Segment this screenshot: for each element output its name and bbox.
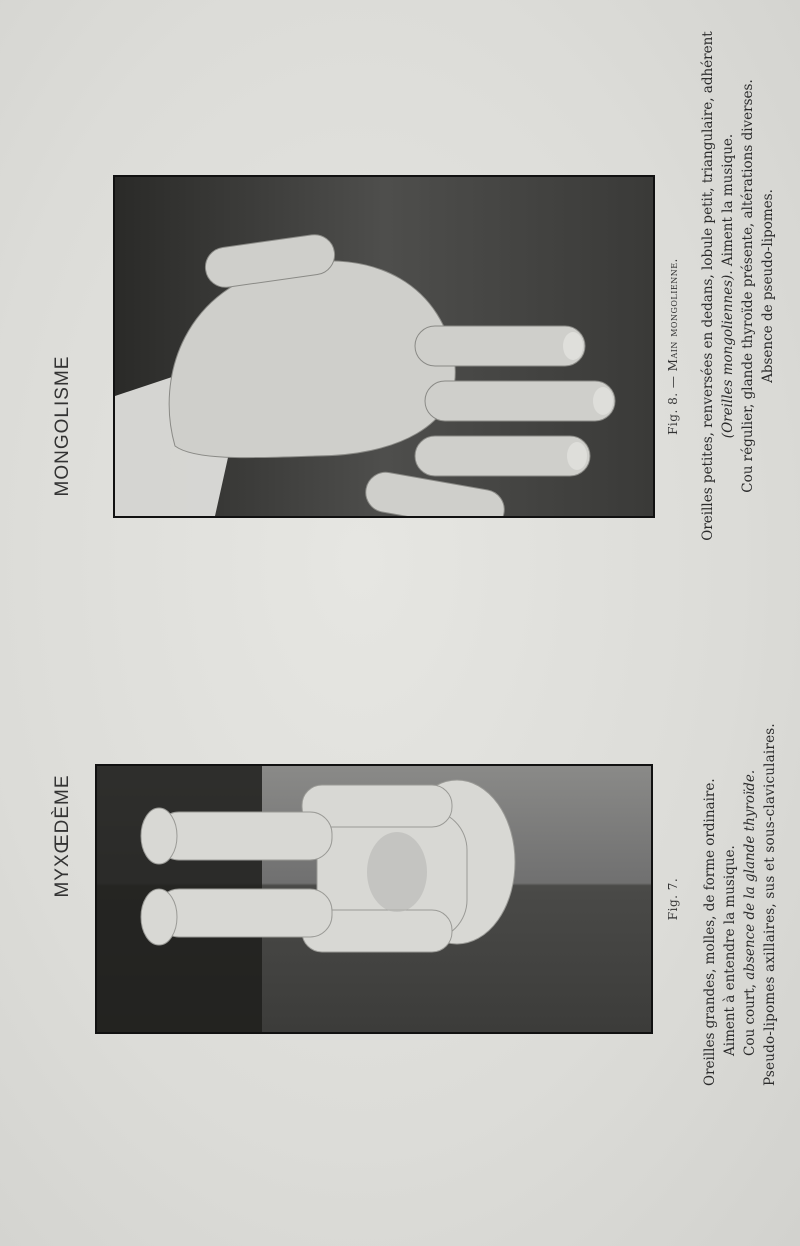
fig8-desc-line-1: Oreilles petites, renversées en dedans, lobule petit, triangulaire, adhérent — [700, 31, 716, 541]
fig8-photo — [113, 175, 655, 518]
fig7-desc-line-3-em: absence de la glande thyroïde. — [742, 769, 758, 980]
fig8-hand-image — [115, 177, 653, 516]
fig8-desc-line-3: Cou régulier, glande thyroïde présente, altérations diverses. — [740, 79, 756, 493]
heading-myxoedeme: MYXŒDÈME — [52, 774, 73, 898]
fig7-photo — [95, 764, 653, 1034]
fig8-label-caps: Main mongolienne. — [666, 258, 680, 372]
fig8-desc-line-4: Absence de pseudo-lipomes. — [760, 189, 776, 383]
fig8-desc-line-2-em: (Oreilles mongoliennes). — [720, 270, 736, 439]
fig8-desc-line-2-text: Aiment la musique. — [720, 133, 736, 271]
fig7-label: Fig. 7. — [666, 877, 680, 921]
fig7-desc-line-2: Aiment à entendre la musique. — [722, 845, 738, 1056]
fig8-description — [698, 16, 778, 556]
fig7-description — [700, 566, 780, 1086]
fig7-figure-image — [97, 766, 651, 1032]
heading-mongolisme: MONGOLISME — [52, 355, 73, 497]
fig7-desc-line-4: Pseudo-lipomes axillaires, sus et sous-claviculaires. — [762, 723, 778, 1086]
fig7-desc-line-3-text: Cou court, — [742, 979, 758, 1056]
fig7-desc-line-3 — [740, 566, 760, 1086]
fig8-desc-line-2 — [718, 16, 738, 556]
fig8-label — [666, 175, 680, 518]
fig8-label-prefix: Fig. 8. — — [666, 371, 680, 435]
fig7-desc-line-1: Oreilles grandes, molles, de forme ordinaire. — [702, 778, 718, 1086]
